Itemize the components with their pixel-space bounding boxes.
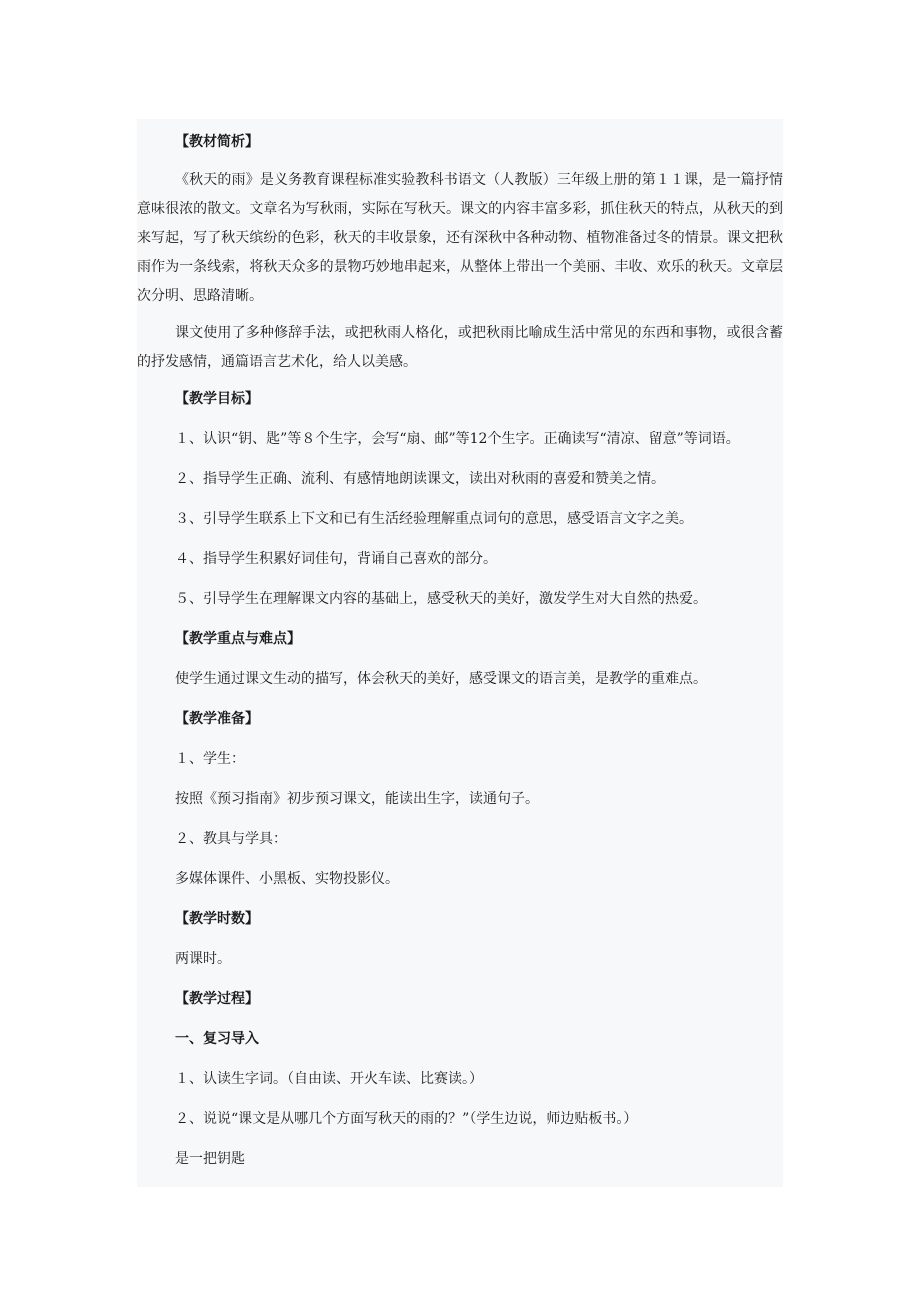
subheading-review: 一、复习导入 [175, 1031, 259, 1047]
hours-text: 两课时。 [175, 951, 231, 967]
heading-hours: 【教学时数】 [175, 911, 259, 927]
heading-key-points: 【教学重点与难点】 [175, 631, 301, 647]
goal-item: ２、指导学生正确、流利、有感情地朗读课文，读出对秋雨的喜爱和赞美之情。 [175, 471, 665, 487]
goal-item: ４、指导学生积累好词佳句，背诵自己喜欢的部分。 [175, 551, 497, 567]
analysis-paragraph-2: 课文使用了多种修辞手法，或把秋雨人格化，或把秋雨比喻成生活中常见的东西和事物，或很含蓄的抒发感情，通篇语言艺术化，给人以美感。 [137, 325, 783, 370]
key-points-text: 使学生通过课文生动的描写，体会秋天的美好，感受课文的语言美，是教学的重难点。 [175, 671, 707, 687]
preparation-line: ２、教具与学具： [175, 831, 287, 847]
goal-item: ３、引导学生联系上下文和已有生活经验理解重点词句的意思，感受语言文字之美。 [175, 511, 693, 527]
preparation-line: 按照《预习指南》初步预习课文，能读出生字，读通句子。 [175, 791, 539, 807]
heading-analysis: 【教材简析】 [175, 134, 259, 150]
preparation-line: １、学生： [175, 751, 245, 767]
heading-goals: 【教学目标】 [175, 391, 259, 407]
goal-item: ５、引导学生在理解课文内容的基础上，感受秋天的美好，激发学生对大自然的热爱。 [175, 591, 707, 607]
heading-preparation: 【教学准备】 [175, 711, 259, 727]
process-line: 是一把钥匙 [175, 1151, 245, 1167]
document-content [137, 130, 783, 1187]
analysis-paragraph-1: 《秋天的雨》是义务教育课程标准实验教科书语文（人教版）三年级上册的第１１课，是一篇抒情意味很浓的散文。文章名为写秋雨，实际在写秋天。课文的内容丰富多彩，抓住秋天的特点，从秋天的到来写起，写了秋天缤纷的色彩，秋天的丰收景象，还有深秋中各种动物、植物准备过冬的情景。课文把秋雨作为一条线索，将秋天众多的景物巧妙地串起来，从整体上带出一个美丽、丰收、欢乐的秋天。文章层次分明、思路清晰。 [137, 172, 783, 304]
goal-item: １、认识“钥、匙”等８个生字，会写“扇、邮”等12个生字。正确读写“清凉、留意”等词语。 [175, 431, 740, 447]
heading-process: 【教学过程】 [175, 991, 259, 1007]
process-line: ２、说说“课文是从哪几个方面写秋天的雨的？”（学生边说，师边贴板书。） [175, 1111, 638, 1127]
preparation-line: 多媒体课件、小黑板、实物投影仪。 [175, 871, 399, 887]
process-line: １、认读生字词。（自由读、开火车读、比赛读。） [175, 1071, 483, 1087]
